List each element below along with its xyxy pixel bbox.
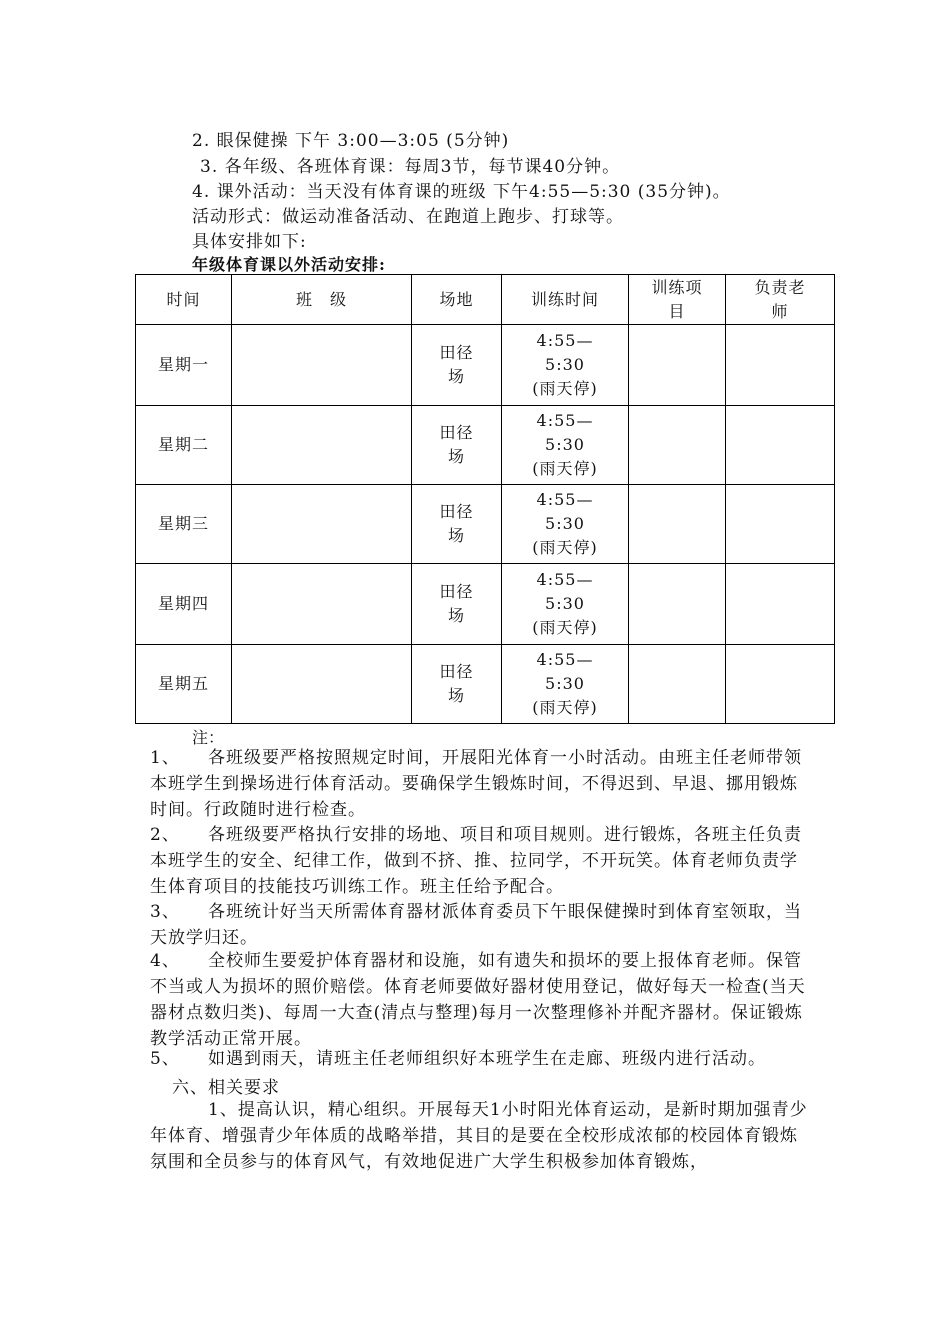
schedule-table [135,274,835,724]
cell-venue: 田径场 [412,645,502,724]
cell-day: 星期四 [136,564,232,645]
cell-class [232,485,412,564]
cell-item [629,406,726,485]
note-text: 各班级要严格执行安排的场地、项目和项目规则。进行锻炼，各班主任负责本班学生的安全、纪律工作，做到不挤、推、拉同学，不开玩笑。体育老师负责学生体育项目的技能技巧训练工作。班主任给予配合。 [150,825,802,897]
cell-time [502,406,629,485]
header-teacher: 负责老师 [726,275,835,325]
schedule-table-title: 年级体育课以外活动安排: [192,255,386,274]
time-note: (雨天停) [532,538,598,557]
cell-teacher [726,564,835,645]
cell-day: 星期二 [136,406,232,485]
time-start: 4:55— [536,650,594,669]
table-row [136,645,835,724]
time-start: 4:55— [536,490,594,509]
time-note: (雨天停) [532,698,598,717]
intro-line-activity-form: 活动形式：做运动准备活动、在跑道上跑步、打球等。 [192,207,624,227]
table-row [136,564,835,645]
header-time: 时间 [136,275,232,325]
time-note: (雨天停) [532,459,598,478]
final-paragraph: 1、提高认识，精心组织。开展每天1小时阳光体育运动，是新时期加强青少年体育、增强青少年体质的战略举措，其目的是要在全校形成浓郁的校园体育锻炼氛围和全员参与的体育风气，有效地促进广大学生积极参加体育锻炼， [150,1100,808,1172]
cell-item [629,564,726,645]
intro-line-extracurricular: 4. 课外活动：当天没有体育课的班级 下午4:55—5:30 (35分钟)。 [192,182,731,202]
cell-venue: 田径场 [412,406,502,485]
note-item [150,745,810,823]
cell-time [502,485,629,564]
cell-time [502,645,629,724]
time-start: 4:55— [536,331,594,350]
note-item [150,948,810,1052]
cell-class [232,564,412,645]
cell-day: 星期三 [136,485,232,564]
cell-time [502,325,629,406]
cell-teacher [726,406,835,485]
cell-time [502,564,629,645]
time-end: 5:30 [545,435,585,454]
note-item [150,822,810,900]
notes-label: 注： [192,728,225,747]
table-row [136,406,835,485]
time-end: 5:30 [545,674,585,693]
note-number: 1、 [150,748,180,768]
time-note: (雨天停) [532,618,598,637]
header-training-item: 训练项目 [629,275,726,325]
table-header-row [136,275,835,325]
table-row [136,325,835,406]
note-text: 如遇到雨天，请班主任老师组织好本班学生在走廊、班级内进行活动。 [208,1049,766,1069]
cell-item [629,645,726,724]
intro-line-eye-exercise: 2. 眼保健操 下午 3:00—3:05 (5分钟) [192,131,510,151]
header-class: 班 级 [232,275,412,325]
note-number: 3、 [150,902,180,922]
cell-teacher [726,645,835,724]
cell-day: 星期一 [136,325,232,406]
section-heading: 六、相关要求 [172,1078,280,1098]
time-start: 4:55— [536,411,594,430]
table-row [136,485,835,564]
cell-teacher [726,325,835,406]
note-text: 全校师生要爱护体育器材和设施，如有遗失和损坏的要上报体育老师。保管不当或人为损坏的照价赔偿。体育老师要做好器材使用登记，做好每天一检查(当天器材点数归类)、每周一大查(清点与整理)每月一次整理修补并配齐器材。保证锻炼教学活动正常开展。 [150,951,806,1049]
time-note: (雨天停) [532,379,598,398]
cell-class [232,645,412,724]
note-number: 5、 [150,1049,180,1069]
cell-venue: 田径场 [412,325,502,406]
cell-teacher [726,485,835,564]
note-item [150,1046,830,1072]
intro-line-pe-class: 3. 各年级、各班体育课：每周3节，每节课40分钟。 [200,157,621,177]
note-number: 2、 [150,825,180,845]
cell-day: 星期五 [136,645,232,724]
cell-venue: 田径场 [412,564,502,645]
time-end: 5:30 [545,594,585,613]
time-end: 5:30 [545,514,585,533]
time-start: 4:55— [536,570,594,589]
header-training-time: 训练时间 [502,275,629,325]
cell-item [629,325,726,406]
note-item [150,899,810,951]
cell-item [629,485,726,564]
cell-class [232,406,412,485]
note-text: 各班统计好当天所需体育器材派体育委员下午眼保健操时到体育室领取，当天放学归还。 [150,902,802,948]
cell-venue: 田径场 [412,485,502,564]
time-end: 5:30 [545,355,585,374]
note-text: 各班级要严格按照规定时间，开展阳光体育一小时活动。由班主任老师带领本班学生到操场进行体育活动。要确保学生锻炼时间，不得迟到、早退、挪用锻炼时间。行政随时进行检查。 [150,748,802,820]
note-number: 4、 [150,951,180,971]
cell-class [232,325,412,406]
intro-line-arrangement: 具体安排如下: [192,232,307,252]
header-venue: 场地 [412,275,502,325]
